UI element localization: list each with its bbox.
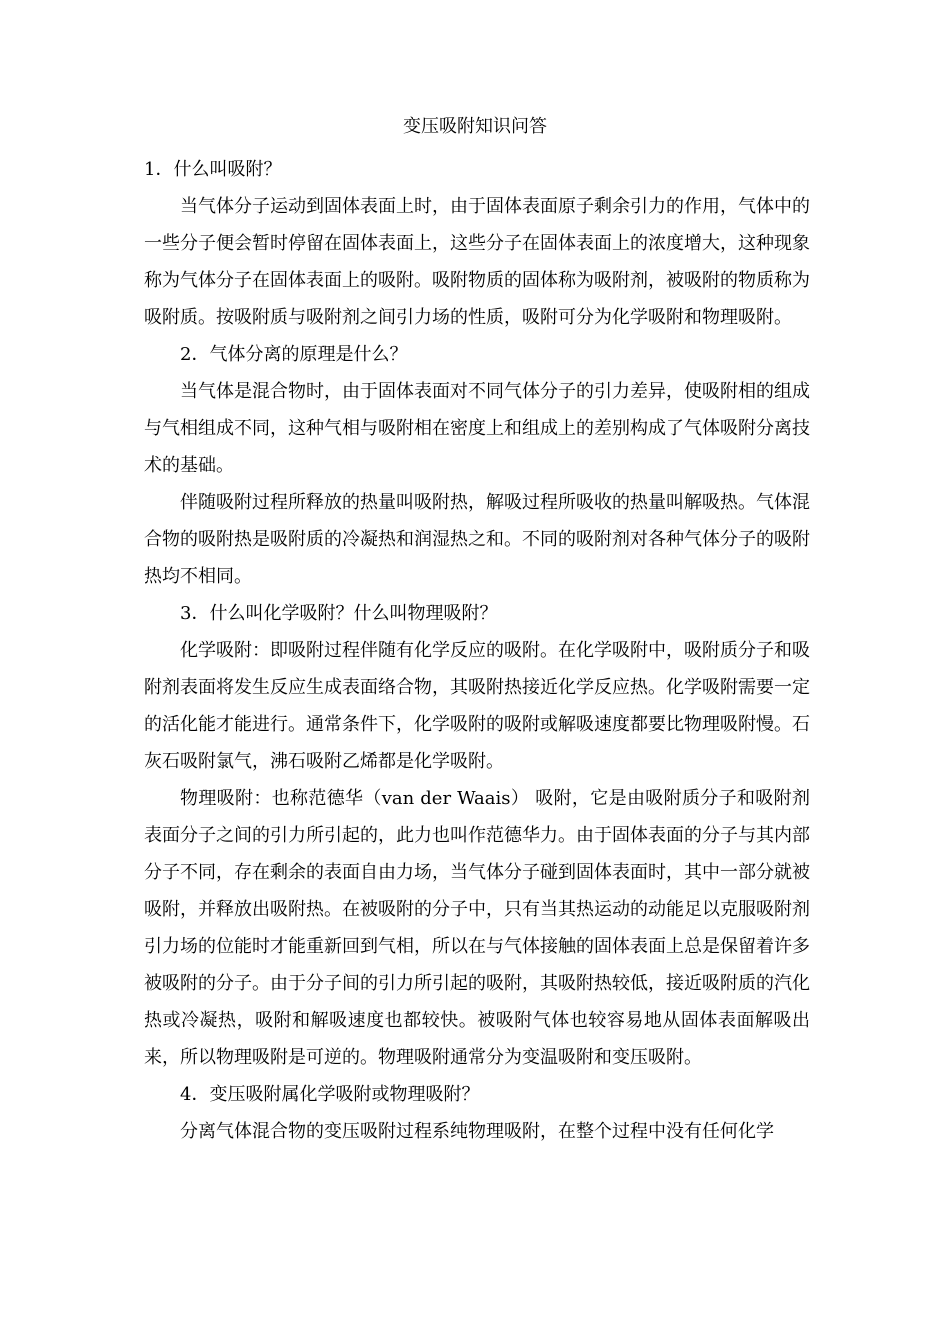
question-1: 1．什么叫吸附？ bbox=[144, 159, 282, 180]
question-4: 4．变压吸附属化学吸附或物理吸附？ bbox=[180, 1084, 480, 1105]
question-2: 2．气体分离的原理是什么？ bbox=[180, 344, 408, 365]
answer-paragraph: 分离气体混合物的变压吸附过程系纯物理吸附，在整个过程中没有任何化学 bbox=[180, 1121, 774, 1142]
answer-paragraph: 伴随吸附过程所释放的热量叫吸附热，解吸过程所吸收的热量叫解吸热。气体混合物的吸附热是吸附质的冷凝热和润湿热之和。不同的吸附剂对各种气体分子的吸附热均不相同。 bbox=[144, 492, 810, 587]
document-body bbox=[144, 151, 810, 1150]
answer-paragraph: 当气体是混合物时，由于固体表面对不同气体分子的引力差异，使吸附相的组成与气相组成不同，这种气相与吸附相在密度上和组成上的差别构成了气体吸附分离技术的基础。 bbox=[144, 381, 810, 476]
answer-paragraph: 化学吸附：即吸附过程伴随有化学反应的吸附。在化学吸附中，吸附质分子和吸附剂表面将发生反应生成表面络合物，其吸附热接近化学反应热。化学吸附需要一定的活化能才能进行。通常条件下，化学吸附的吸附或解吸速度都要比物理吸附慢。石灰石吸附氯气，沸石吸附乙烯都是化学吸附。 bbox=[144, 640, 810, 772]
answer-paragraph: 当气体分子运动到固体表面上时，由于固体表面原子剩余引力的作用，气体中的一些分子便会暂时停留在固体表面上，这些分子在固体表面上的浓度增大，这种现象称为气体分子在固体表面上的吸附。吸附物质的固体称为吸附剂，被吸附的物质称为吸附质。按吸附质与吸附剂之间引力场的性质，吸附可分为化学吸附和物理吸附。 bbox=[144, 196, 810, 328]
document-title: 变压吸附知识问答 bbox=[403, 116, 547, 137]
question-3: 3．什么叫化学吸附？什么叫物理吸附？ bbox=[180, 603, 498, 624]
answer-paragraph: 物理吸附：也称范德华（van der Waais） 吸附，它是由吸附质分子和吸附剂表面分子之间的引力所引起的，此力也叫作范德华力。由于固体表面的分子与其内部分子不同，存在剩余的表面自由力场，当气体分子碰到固体表面时，其中一部分就被吸附，并释放出吸附热。在被吸附的分子中，只有当其热运动的动能足以克服吸附剂引力场的位能时才能重新回到气相，所以在与气体接触的固体表面上总是保留着许多被吸附的分子。由于分子间的引力所引起的吸附，其吸附热较低，接近吸附质的汽化热或冷凝热，吸附和解吸速度也都较快。被吸附气体也较容易地从固体表面解吸出来，所以物理吸附是可逆的。物理吸附通常分为变温吸附和变压吸附。 bbox=[144, 788, 810, 1068]
